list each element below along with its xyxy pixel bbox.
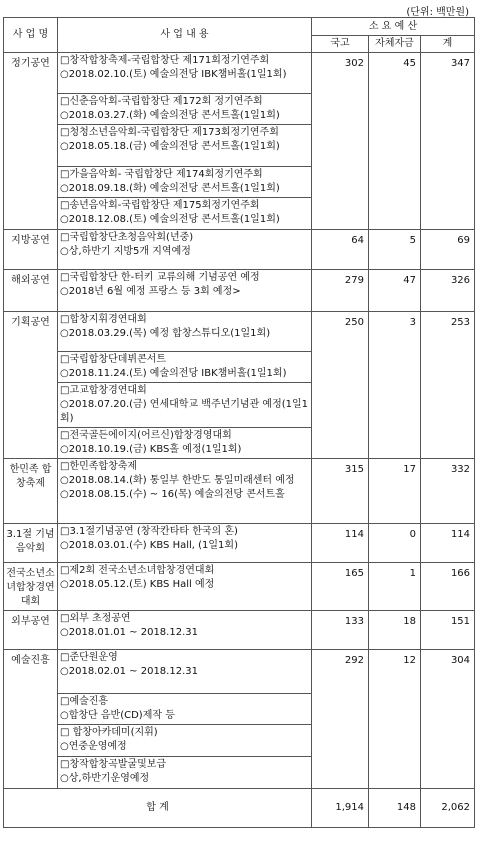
row-total: 253: [421, 312, 475, 459]
row-self: 5: [369, 230, 421, 270]
item-title: □국립합창단초청음악회(년중): [60, 232, 194, 243]
row-total: 151: [421, 611, 475, 650]
item-title: □송년음악회-국립합창단 제175회정기연주회: [60, 200, 260, 211]
row-total: 326: [421, 270, 475, 312]
item-detail: ○합창단 음반(CD)제작 등: [60, 710, 175, 721]
item-title: □가을음악회- 국립합창단 제174회정기연주회: [60, 169, 263, 180]
table-row: [4, 53, 475, 94]
item-detail: ○2018.03.29.(목) 예정 합창스튜디오(1일1회): [60, 328, 271, 339]
row-category: 기획공연: [4, 312, 58, 459]
row-national: 133: [312, 611, 369, 650]
item-title: □제2회 전국소년소녀합창경연대회: [60, 565, 215, 576]
row-total: 166: [421, 563, 475, 611]
item-detail: ○2018.05.12.(토) KBS Hall 예정: [60, 579, 215, 590]
table-row: [4, 270, 475, 312]
item-title: □신춘음악회-국립합창단 제172회 정기연주회: [60, 96, 263, 107]
total-self: 148: [369, 789, 421, 828]
row-content: [58, 757, 312, 789]
table-row: [4, 459, 475, 524]
budget-table: [3, 17, 475, 828]
item-title: □국립합창단 한-터키 교류의해 기념공연 예정: [60, 272, 260, 283]
row-category: 정기공연: [4, 53, 58, 230]
row-content: [58, 230, 312, 270]
row-total: 304: [421, 650, 475, 789]
row-content: [58, 125, 312, 167]
item-detail: ○2018.03.27.(화) 예술의전당 콘서트홀(1일1회): [60, 110, 280, 121]
item-detail: ○2018년 6월 예정 프랑스 등 3회 예정>: [60, 286, 241, 297]
item-title: □창작합창곡발굴및보급: [60, 759, 167, 770]
row-self: 45: [369, 53, 421, 230]
row-category: 지방공연: [4, 230, 58, 270]
row-national: 250: [312, 312, 369, 459]
table-row: [4, 650, 475, 694]
item-detail: ○2018.05.18.(금) 예술의전당 콘서트홀(1일1회): [60, 141, 280, 152]
item-detail: ○2018.02.10.(토) 예술의전당 IBK챔버홀(1일1회): [60, 69, 287, 80]
total-row: [4, 789, 475, 828]
header-self: 자체자금: [369, 36, 421, 53]
item-title: □3.1절기념공연 (창작칸타타 한국의 혼): [60, 526, 238, 537]
table-row: [4, 524, 475, 563]
item-detail: ○상,하반기 지방5개 지역예정: [60, 246, 191, 257]
row-content: [58, 94, 312, 125]
row-national: 165: [312, 563, 369, 611]
table-row: [4, 563, 475, 611]
row-content: [58, 563, 312, 611]
item-title: □외부 초정공연: [60, 613, 131, 624]
row-category: 해외공연: [4, 270, 58, 312]
item-detail: ○상,하반기운영예정: [60, 773, 150, 784]
total-national: 1,914: [312, 789, 369, 828]
row-total: 332: [421, 459, 475, 524]
item-title: □예술진흥: [60, 696, 109, 707]
header-category: 사 업 명: [4, 18, 58, 53]
header-total: 계: [421, 36, 475, 53]
item-detail: ○연중운영예정: [60, 741, 127, 752]
item-title: □합창지휘경연대회: [60, 314, 147, 325]
row-category: 외부공연: [4, 611, 58, 650]
row-content: [58, 694, 312, 725]
row-content: [58, 611, 312, 650]
unit-note: (단위: 백만원): [406, 7, 469, 18]
item-detail: ○2018.08.15.(수) ~ 16(목) 예술의전당 콘서트홀: [60, 489, 285, 500]
row-national: 302: [312, 53, 369, 230]
row-category: 전국소년소녀합창경연대회: [4, 563, 58, 611]
row-national: 64: [312, 230, 369, 270]
row-content: [58, 650, 312, 694]
table-row: [4, 230, 475, 270]
item-title: □한민족합창축제: [60, 461, 138, 472]
row-national: 315: [312, 459, 369, 524]
item-detail: ○2018.12.08.(토) 예술의전당 콘서트홀(1일1회): [60, 214, 280, 225]
row-content: [58, 167, 312, 198]
row-content: [58, 270, 312, 312]
item-title: □ 합창아카데미(지휘): [60, 727, 158, 738]
item-detail: ○2018.08.14.(화) 통일부 한반도 통일미래센터 예정: [60, 475, 295, 486]
header-budget: 소 요 예 산: [312, 18, 475, 36]
item-detail: ○2018.03.01.(수) KBS Hall, (1일1회): [60, 540, 238, 551]
row-category: 한민족 합창축제: [4, 459, 58, 524]
item-detail: ○2018.07.20.(금) 연세대학교 백주년기념관 예정(1일1회): [60, 399, 309, 424]
row-content: [58, 198, 312, 230]
item-title: □창작합창축제-국립합창단 제171회정기연주회: [60, 55, 270, 66]
row-total: 347: [421, 53, 475, 230]
table-row: [4, 611, 475, 650]
row-category: 예술진흥: [4, 650, 58, 789]
item-detail: ○2018.09.18.(화) 예술의전당 콘서트홀(1일1회): [60, 183, 280, 194]
header-content: 사 업 내 용: [58, 18, 312, 53]
row-total: 69: [421, 230, 475, 270]
row-total: 114: [421, 524, 475, 563]
row-self: 12: [369, 650, 421, 789]
row-national: 279: [312, 270, 369, 312]
row-content: [58, 524, 312, 563]
header-national: 국고: [312, 36, 369, 53]
table-body: [4, 53, 475, 789]
row-self: 17: [369, 459, 421, 524]
item-detail: ○2018.01.01 ~ 2018.12.31: [60, 627, 198, 638]
row-self: 1: [369, 563, 421, 611]
row-category: 3.1절 기념음악회: [4, 524, 58, 563]
item-title: □고교합창경연대회: [60, 385, 147, 396]
item-title: □청청소년음악회-국립합창단 제173회정기연주회: [60, 127, 279, 138]
row-content: [58, 53, 312, 94]
item-title: □국립합창단데뷔콘서트: [60, 354, 167, 365]
row-content: [58, 725, 312, 757]
row-self: 3: [369, 312, 421, 459]
row-national: 114: [312, 524, 369, 563]
row-content: [58, 459, 312, 524]
row-content: [58, 352, 312, 383]
row-content: [58, 312, 312, 352]
row-self: 47: [369, 270, 421, 312]
total-total: 2,062: [421, 789, 475, 828]
row-content: [58, 383, 312, 428]
item-title: □전국골든에이지(어르신)합창경영대회: [60, 430, 232, 441]
item-detail: ○2018.11.24.(토) 예술의전당 IBK챔버홀(1일1회): [60, 368, 287, 379]
row-national: 292: [312, 650, 369, 789]
item-detail: ○2018.10.19.(금) KBS홀 예정(1일1회): [60, 444, 242, 455]
row-content: [58, 428, 312, 459]
total-label: 합 계: [4, 789, 312, 828]
item-title: □준단원운영: [60, 652, 118, 663]
item-detail: ○2018.02.01 ~ 2018.12.31: [60, 666, 198, 677]
row-self: 0: [369, 524, 421, 563]
row-self: 18: [369, 611, 421, 650]
table-row: [4, 312, 475, 352]
